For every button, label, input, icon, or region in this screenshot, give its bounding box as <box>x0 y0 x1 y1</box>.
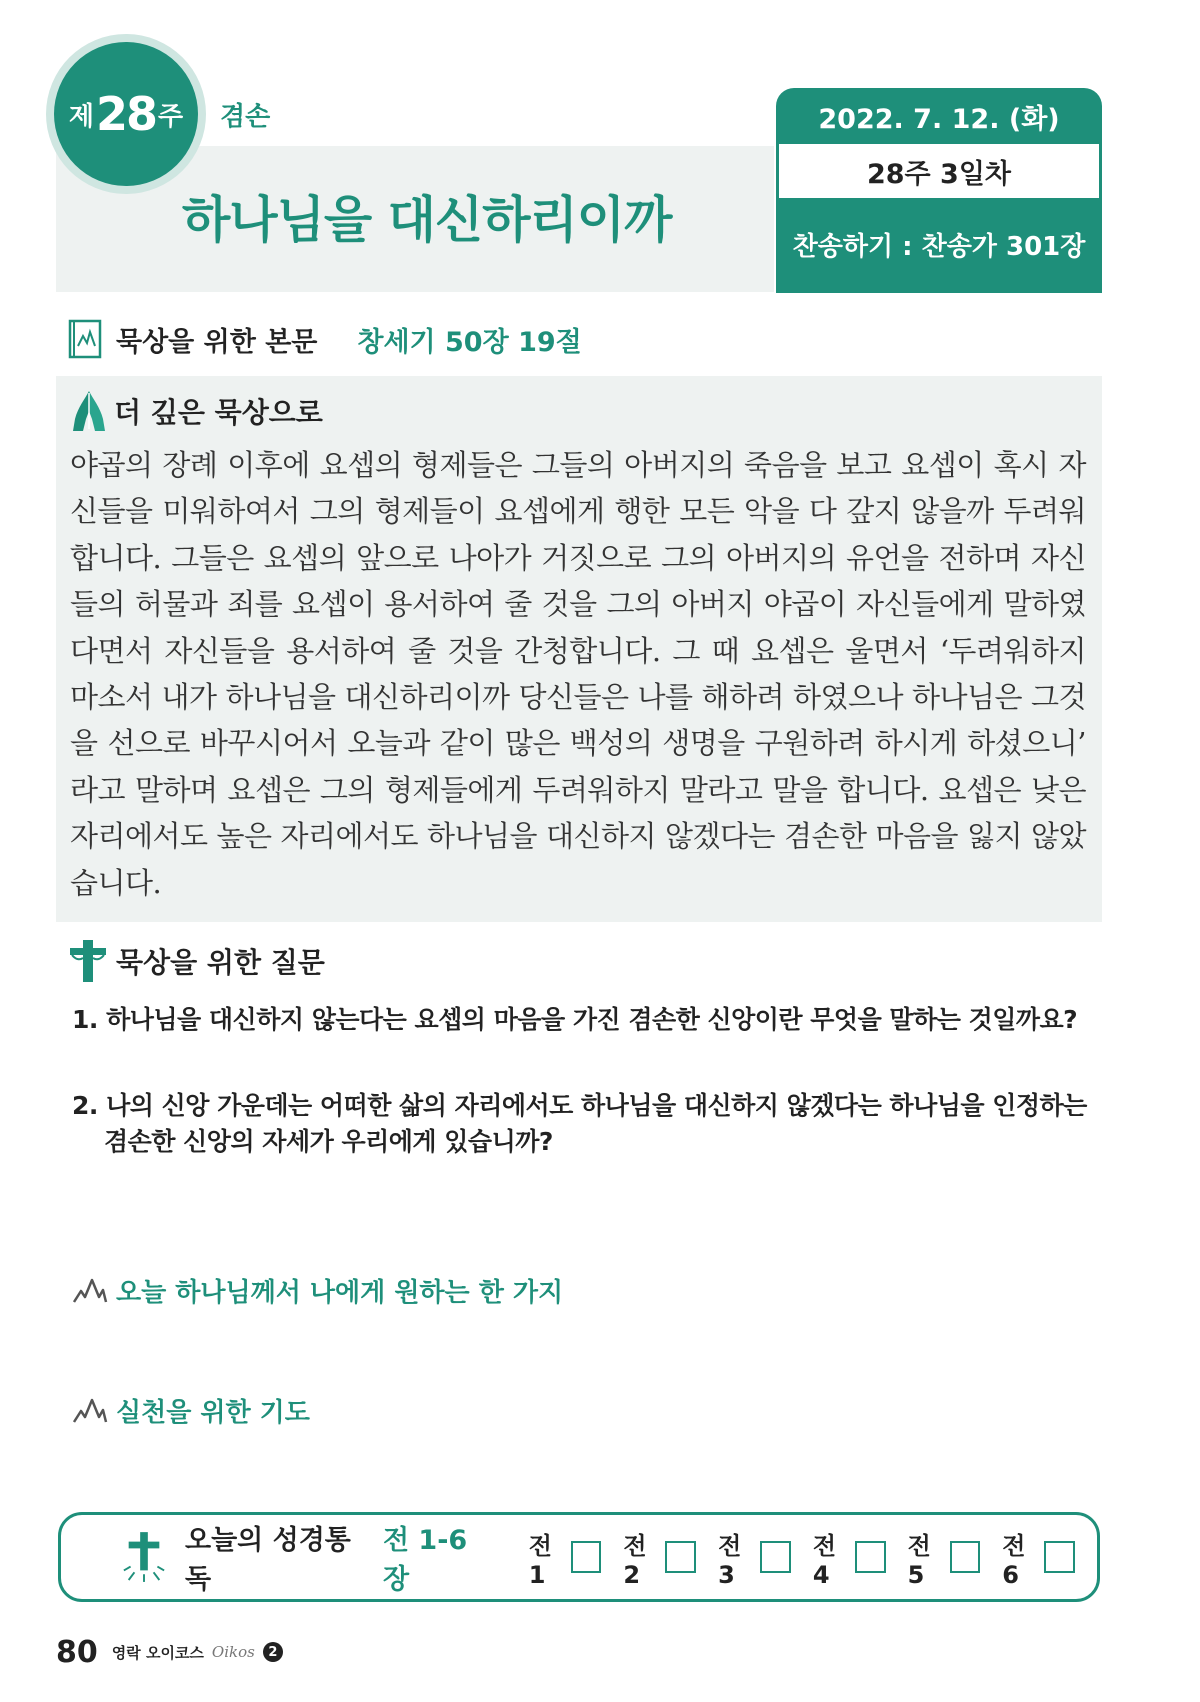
meditation-heading-text: 더 깊은 묵상으로 <box>114 396 323 429</box>
scripture-label: 묵상을 위한 본문 <box>116 326 318 358</box>
reading-check-label: 전3 <box>718 1531 742 1589</box>
reading-check-2 <box>623 1526 696 1589</box>
cross-icon <box>68 938 108 984</box>
week-prefix: 제 <box>68 101 94 132</box>
reading-check-label: 전4 <box>812 1531 837 1589</box>
reading-check-5 <box>908 1526 981 1589</box>
hymn-label: 찬송하기 : 찬송가 301장 <box>792 231 1086 262</box>
series-name: 영락 오이코스 <box>111 1643 204 1662</box>
prayer-heading <box>72 1390 310 1430</box>
prayer-label: 실천을 위한 기도 <box>116 1397 310 1428</box>
scripture-reference: 창세기 50장 19절 <box>357 326 582 358</box>
one-thing-label: 오늘 하나님께서 나에게 원하는 한 가지 <box>116 1277 564 1308</box>
mountain-icon <box>72 1275 108 1305</box>
scripture-row <box>68 316 582 362</box>
reading-label: 오늘의 성경통독 <box>185 1525 351 1595</box>
reading-check-4 <box>813 1526 886 1589</box>
oikos-logo: Oikos <box>211 1643 255 1661</box>
info-box <box>776 88 1102 293</box>
checkbox[interactable] <box>665 1541 696 1573</box>
footer <box>56 1632 283 1672</box>
reading-check-3 <box>718 1526 791 1589</box>
page-title: 하나님을 대신하리이까 <box>182 191 672 249</box>
day-label: 28주 3일차 <box>779 144 1099 198</box>
reading-range: 전 1-6장 <box>382 1525 468 1595</box>
week-badge-inner <box>54 42 198 186</box>
checkbox[interactable] <box>950 1541 981 1573</box>
questions-heading <box>68 936 325 986</box>
reading-check-label: 전6 <box>1002 1531 1026 1589</box>
week-badge <box>46 34 206 194</box>
week-number: 28 <box>95 87 156 141</box>
praying-hands-icon <box>70 389 108 433</box>
one-thing-heading <box>72 1270 563 1310</box>
book-icon <box>68 319 102 359</box>
checkbox[interactable] <box>571 1541 602 1573</box>
reading-check-label: 전5 <box>907 1531 931 1589</box>
reading-box <box>58 1512 1100 1602</box>
questions-heading-text: 묵상을 위한 질문 <box>116 946 325 979</box>
page-number: 80 <box>56 1634 98 1670</box>
glowing-cross-icon <box>121 1529 167 1585</box>
reading-check-6 <box>1002 1526 1075 1589</box>
mountain-icon <box>72 1395 108 1425</box>
volume-badge: 2 <box>263 1642 283 1662</box>
reading-inner <box>121 1515 1097 1599</box>
meditation-heading <box>70 388 323 434</box>
question-1: 1. 하나님을 대신하지 않는다는 요셉의 마음을 가진 겸손한 신앙이란 무엇을 말하는 것일까요? <box>72 1005 1078 1034</box>
reading-check-1 <box>529 1526 602 1589</box>
checkbox[interactable] <box>1044 1541 1075 1573</box>
reading-check-label: 전1 <box>528 1531 552 1589</box>
checkbox[interactable] <box>855 1541 886 1573</box>
meditation-panel <box>56 376 1102 922</box>
theme-label: 겸손 <box>220 102 271 132</box>
week-suffix: 주 <box>158 101 184 132</box>
checkbox[interactable] <box>760 1541 791 1573</box>
question-2: 2. 나의 신앙 가운데는 어떠한 삶의 자리에서도 하나님을 대신하지 않겠다는 하나님을 인정하는 겸손한 신앙의 자세가 우리에게 있습니까? <box>72 1091 1087 1156</box>
reading-check-label: 전2 <box>623 1531 647 1589</box>
meditation-body: 야곱의 장례 이후에 요셉의 형제들은 그들의 아버지의 죽음을 보고 요셉이 혹시 자신들을 미워하여서 그의 형제들이 요셉에게 행한 모든 악을 다 갚지 않을까 두려워합니다. 그들은 요셉의 앞으로 나아가 거짓으로 그의 아버지의 유언을 전하며 자신들의 허물과 죄를 요셉이 용서하여 줄 것을 그의 아버지 야곱이 자신들에게 말하였다면서 자신들을 용서하여 줄 것을 간청합니다. 그 때 요셉은 울면서 ‘두려워하지 마소서 내가 하나님을 대신하리이까 당신들은 나를 해하려 하였으나 하나님은 그것을 선으로 바꾸시어서 오늘과 같이 많은 백성의 생명을 구원하려 하시게 하셨으니’ 라고 말하며 요셉은 그의 형제들에게 두려워하지 말라고 말을 합니다. 요셉은 낮은 자리에서도 높은 자리에서도 하나님을 대신하지 않겠다는 겸손한 마음을 잃지 않았습니다. <box>70 448 1086 900</box>
date-label: 2022. 7. 12. (화) <box>818 103 1060 135</box>
